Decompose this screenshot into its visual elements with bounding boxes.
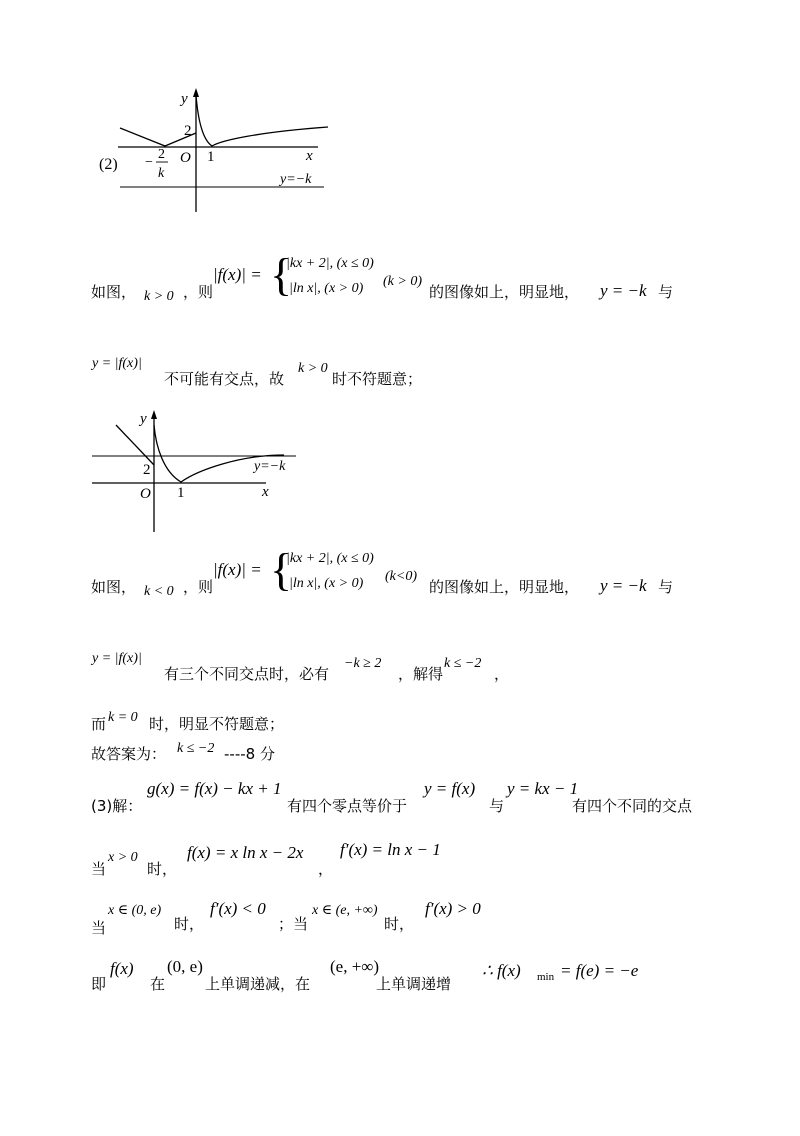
x-axis-label: x — [306, 148, 313, 164]
tick-one: 1 — [207, 149, 215, 165]
para4-answer: k ≤ −2 — [177, 741, 215, 756]
part3d-ji: 即 — [91, 975, 107, 993]
para1b-text1: 不可能有交点，故 — [164, 370, 285, 388]
part3c-int1: x ∈ (0, e) — [108, 903, 162, 918]
tick-two: 2 — [184, 123, 192, 139]
para2-cond: k < 0 — [144, 584, 174, 599]
para2b-text2: ，解得 — [398, 665, 444, 683]
part3d-min-val: = f(e) = −e — [560, 961, 639, 980]
neg-frac-minus: − — [145, 155, 153, 170]
part3c-ineq2: f′(x) > 0 — [425, 899, 481, 918]
origin-label: O — [180, 150, 191, 166]
part3-g-def: g(x) = f(x) − kx + 1 — [147, 779, 282, 798]
tick-two: 2 — [143, 462, 151, 478]
para1-then: ，则 — [183, 283, 214, 301]
part3-text1: 有四个零点等价于 — [287, 797, 408, 815]
graph-part2-k-positive — [95, 85, 335, 220]
para1-mid: 的图像如上，明显地， — [429, 283, 580, 301]
y-axis-label: y — [140, 411, 147, 427]
para1-case1: |kx + 2|, (x ≤ 0) — [286, 256, 374, 271]
para2-cond2: (k<0) — [385, 569, 417, 584]
part3c-semi: ；当 — [278, 915, 309, 933]
para2-line: y = −k — [600, 576, 647, 595]
para1-line: y = −k — [600, 281, 647, 300]
hline-label: y=−k — [254, 459, 286, 474]
part3d-int1: (0, e) — [167, 957, 203, 976]
y-axis-arrow — [151, 410, 157, 419]
hline-label: y=−k — [280, 172, 312, 187]
neg-frac-den: k — [158, 166, 165, 181]
part3c-when1: 当 — [91, 919, 107, 937]
curve-left-branch — [116, 425, 154, 465]
para3-cond: k = 0 — [108, 710, 138, 725]
para2b-lhs: y = |f(x)| — [92, 651, 142, 666]
para1-prefix: 如图， — [91, 283, 137, 301]
para1b-cond: k > 0 — [298, 361, 328, 376]
para1-cond2: (k > 0) — [383, 274, 422, 289]
para2-mid: 的图像如上，明显地， — [429, 578, 580, 596]
para1-with: 与 — [658, 283, 674, 301]
part3d-inc: 上单调递增 — [376, 975, 452, 993]
para1b-lhs: y = |f(x)| — [92, 356, 142, 371]
para2-case1: |kx + 2|, (x ≤ 0) — [286, 551, 374, 566]
para2-case2: |ln x|, (x > 0) — [289, 576, 364, 591]
y-axis-label: y — [181, 91, 188, 107]
para1b-text2: 时不符题意； — [332, 370, 423, 388]
part3c-int2: x ∈ (e, +∞) — [312, 903, 378, 918]
part3c-ineq1: f′(x) < 0 — [210, 899, 266, 918]
para4-score: ----8 分 — [224, 745, 275, 763]
para1-cond: k > 0 — [144, 289, 174, 304]
para2-then: ，则 — [183, 578, 214, 596]
part3b-fprime: f′(x) = ln x − 1 — [340, 840, 441, 859]
para2b-result: k ≤ −2 — [444, 656, 482, 671]
part3b-cond: x > 0 — [108, 850, 138, 865]
para2b-ineq: −k ≥ 2 — [344, 656, 382, 671]
part3d-zai1: 在 — [150, 975, 166, 993]
part3d-dec: 上单调递减，在 — [205, 975, 311, 993]
para3-text1: 而 — [91, 715, 107, 733]
para2-brace: { — [270, 544, 293, 595]
part3b-comma: ， — [318, 860, 334, 878]
graph-part2-k-negative — [88, 405, 308, 540]
part3b-f-def: f(x) = x ln x − 2x — [187, 843, 304, 862]
part3-eq2: y = kx − 1 — [507, 779, 579, 798]
para2-prefix: 如图， — [91, 578, 137, 596]
part3-text2: 有四个不同的交点 — [572, 797, 693, 815]
para4-text1: 故答案为： — [91, 745, 167, 763]
part3c-time1: 时， — [174, 915, 205, 933]
para1-case2: |ln x|, (x > 0) — [289, 281, 364, 296]
para1-lhs: |f(x)| = — [213, 265, 262, 284]
part3d-therefore: ∴ f(x) — [482, 961, 521, 980]
x-axis-label: x — [262, 484, 269, 500]
para2-lhs: |f(x)| = — [213, 560, 262, 579]
part3d-fx: f(x) — [110, 959, 134, 978]
part3b-when: 当 — [91, 860, 107, 878]
para3-text2: 时，明显不符题意； — [149, 715, 285, 733]
part3-with: 与 — [489, 797, 505, 815]
part3b-time: 时， — [147, 860, 178, 878]
part3d-int2: (e, +∞) — [330, 957, 380, 976]
part3d-min-sub: min — [537, 971, 555, 983]
part2-label: (2) — [99, 156, 118, 173]
para2-with: 与 — [658, 578, 674, 596]
curve-right-branch — [196, 95, 328, 146]
part3-eq1: y = f(x) — [424, 779, 476, 798]
tick-one: 1 — [177, 485, 185, 501]
para2b-end: ， — [494, 665, 510, 683]
origin-label: O — [140, 486, 151, 502]
part3c-time2: 时， — [384, 915, 415, 933]
para1-brace: { — [270, 249, 293, 300]
part3-label: (3)解： — [91, 797, 143, 815]
neg-frac-num: 2 — [158, 147, 165, 162]
para2b-text1: 有三个不同交点时，必有 — [164, 665, 330, 683]
